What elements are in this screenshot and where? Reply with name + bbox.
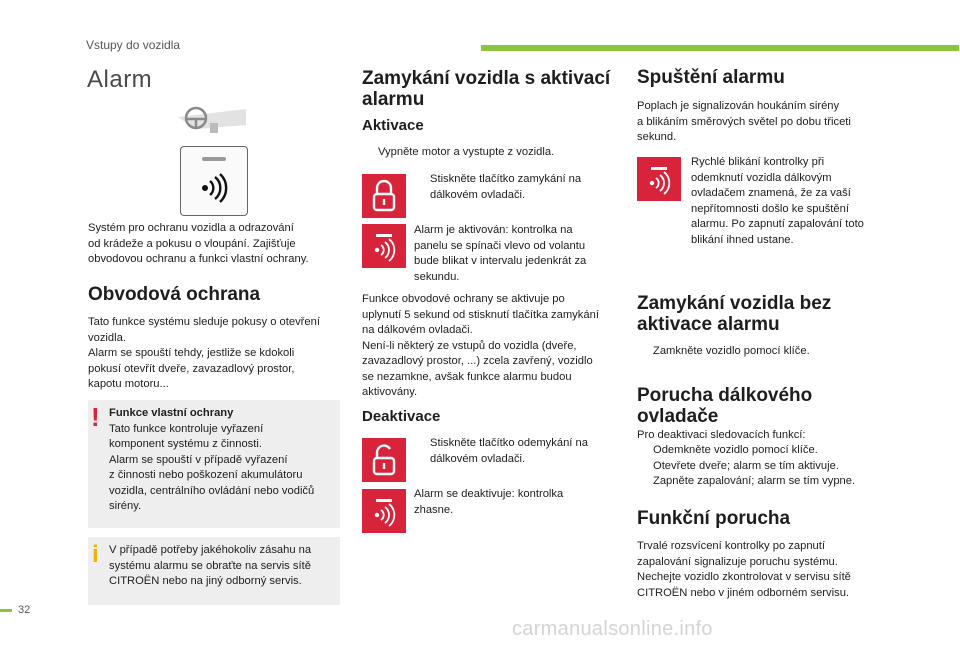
subheading-activation: Aktivace [362, 117, 424, 134]
warning-box [88, 400, 340, 528]
alarm-switch-panel [180, 146, 248, 216]
alarm-indicator-icon [362, 224, 406, 268]
list-item: Odemkněte vozidlo pomocí klíče. [653, 444, 818, 456]
padlock-locked-icon [362, 174, 406, 218]
list-item: Otevřete dveře; alarm se tím aktivuje. [653, 459, 839, 472]
activated-text: Alarm je aktivován: kontrolka na panelu se spínači vlevo od volantu bude blikat v intervalu jedenkrát za sekundu. [414, 224, 587, 283]
trigger-text: Poplach je signalizován houkáním sirény a blikáním směrových světel po dobu třiceti sekund. [637, 100, 851, 143]
header-accent-bar [481, 45, 959, 51]
page-number: 32 [18, 604, 31, 616]
blink-text: Rychlé blikání kontrolky při odemknutí vozidla dálkovým ovladačem znamená, že za vaší nepřítomnosti došlo ke spuštění alarmu. Po zapnutí zapalování toto blikání ihned ustane. [691, 156, 864, 246]
perimeter-activation-text: Funkce obvodové ochrany se aktivuje po uplynutí 5 sekund od stisknutí tlačítka zamykání na dálkovém ovladači. Není-li některý ze vstupů do vozidla (dveře, zavazadlový prostor, ...) zcela zavřený, vozidlo se nezamkne, avšak funkce alarmu budou aktivovány. [362, 293, 599, 398]
warning-content: Funkce vlastní ochrany Tato funkce kontroluje vyřazení komponent systému z činnosti. Alarm se spouští v případě vyřazení z činnosti nebo poškození akumulátoru vozidla, centrálního ovládání nebo vodičů sirény. [109, 406, 337, 515]
subheading-deactivation: Deaktivace [362, 408, 441, 425]
info-box [88, 537, 340, 605]
lock-button-tile [362, 174, 406, 218]
indicator-led [202, 157, 226, 161]
section-heading-perimeter: Obvodová ochrana [88, 284, 261, 305]
dashboard-illustration [176, 103, 248, 144]
remote-fault-intro: Pro deaktivaci sledovacích funkcí: [637, 429, 806, 441]
padlock-unlocked-icon [362, 438, 406, 482]
section-heading-lock-without-alarm: Zamykání vozidla bez aktivace alarmu [637, 293, 832, 335]
perimeter-text: Tato funkce systému sleduje pokusy o otevření vozidla. Alarm se spouští tehdy, jestliže se kdokoli pokusí otevřít dveře, zavazadlový prostor, kapotu motoru... [88, 316, 320, 390]
section-heading-malfunction: Funkční porucha [637, 508, 791, 529]
alarm-indicator-icon [637, 157, 681, 201]
deactivated-text: Alarm se deaktivuje: kontrolka zhasne. [414, 488, 564, 516]
activation-step: Vypněte motor a vystupte z vozidla. [378, 146, 555, 158]
info-content: V případě potřeby jakéhokoliv zásahu na systému alarmu se obraťte na servis sítě CITROËN nebo na jiný odborný servis. [109, 544, 312, 587]
steering-wheel-icon [176, 103, 248, 139]
warning-title: Funkce vlastní ochrany [109, 407, 234, 419]
watermark: carmanualsonline.info [512, 618, 713, 640]
remote-fault-steps [637, 443, 902, 490]
alarm-blink-tile [637, 157, 681, 201]
no-alarm-step: Zamkněte vozidlo pomocí klíče. [653, 345, 810, 357]
alarm-indicator-tile-off [362, 489, 406, 533]
running-head: Vstupy do vozidla [86, 38, 181, 52]
lock-step: Stiskněte tlačítko zamykání na dálkovém ovladači. [430, 173, 582, 201]
page-title: Alarm [87, 66, 153, 93]
list-item: Zapněte zapalování; alarm se tím vypne. [653, 475, 856, 487]
warning-icon: ! [91, 402, 100, 432]
intro-text: Systém pro ochranu vozidla a odrazování od krádeže a pokusu o vloupání. Zajišťuje obvodovou ochranu a funkci vlastní ochrany. [88, 222, 309, 265]
info-icon: i [92, 541, 99, 568]
section-heading-trigger: Spuštění alarmu [637, 67, 785, 88]
unlock-button-tile [362, 438, 406, 482]
section-heading-remote-fault: Porucha dálkového ovladače [637, 385, 813, 427]
section-heading-lock-with-alarm: Zamykání vozidla s aktivací alarmu [362, 68, 611, 110]
footer-accent-bar [0, 609, 12, 612]
alarm-waves-icon [199, 173, 229, 203]
unlock-step: Stiskněte tlačítko odemykání na dálkovém ovladači. [430, 437, 588, 465]
alarm-indicator-tile [362, 224, 406, 268]
malfunction-text: Trvalé rozsvícení kontrolky po zapnutí zapalování signalizuje poruchu systému. Nechejte vozidlo zkontrolovat v servisu sítě CITROËN nebo v jiném odborném servisu. [637, 540, 851, 599]
alarm-indicator-icon [362, 489, 406, 533]
